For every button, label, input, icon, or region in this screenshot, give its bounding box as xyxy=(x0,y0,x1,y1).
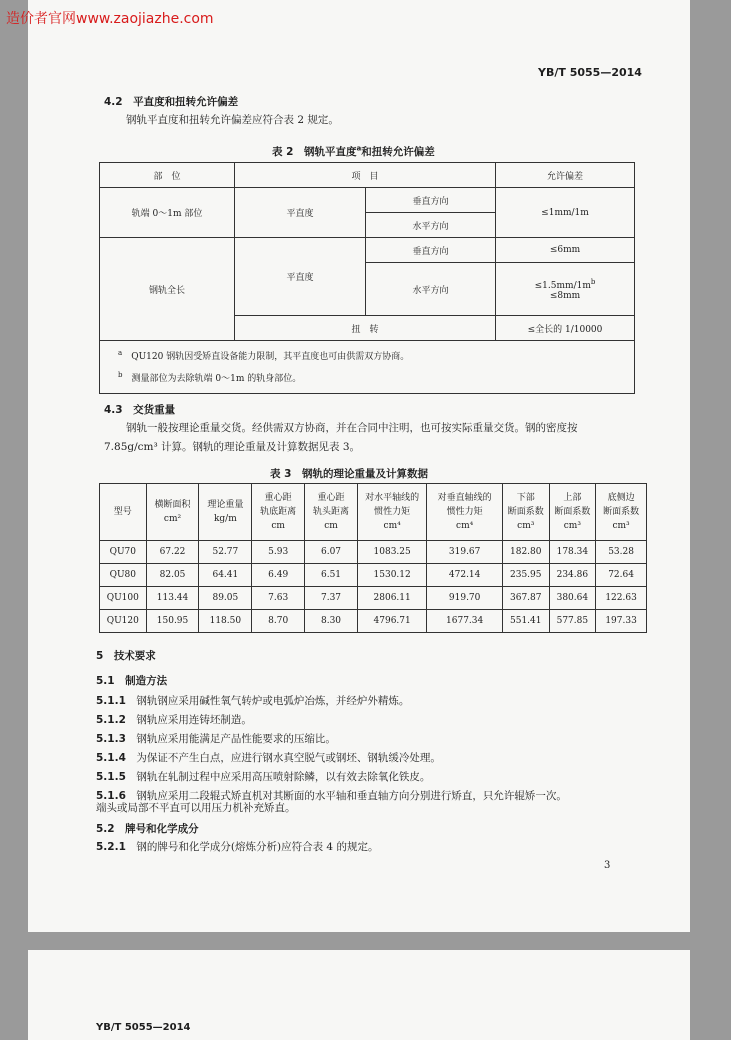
table-2-caption xyxy=(272,144,435,159)
header-line: 断面系数 xyxy=(603,507,640,517)
header-line: 下部 xyxy=(516,493,535,503)
header-line: 型号 xyxy=(113,507,132,517)
table-cell: 122.63 xyxy=(596,587,647,610)
table-cell: 113.44 xyxy=(146,587,199,610)
tolerance-line1: ≤1.5mm/1m xyxy=(534,280,591,291)
table-3-header-cell xyxy=(199,484,252,541)
table-cell: 4796.71 xyxy=(357,610,426,633)
section-5-1-6-continuation: 端头或局部不平直可以用压力机补充矫直。 xyxy=(96,802,296,814)
table-cell: 5.93 xyxy=(252,541,305,564)
header-line: 理论重量 xyxy=(207,500,244,510)
table-cell: 6.49 xyxy=(252,564,305,587)
caption-text-rest: 和扭转允许偏差 xyxy=(361,146,435,158)
header-line: cm³ xyxy=(517,521,535,531)
section-4-3-line2: 7.85g/cm³ 计算。钢轨的理论重量及计算数据见表 3。 xyxy=(104,441,361,453)
table-cell: 1083.25 xyxy=(357,541,426,564)
section-number: 5 xyxy=(96,650,104,662)
item-text: 钢轨应采用连铸坯制造。 xyxy=(136,714,252,726)
note-a-text: QU120 钢轨因受矫直设备能力限制，其平直度也可由供需双方协商。 xyxy=(131,352,410,362)
table-cell: 1530.12 xyxy=(357,564,426,587)
header-line: cm³ xyxy=(612,521,630,531)
table-3-header-cell xyxy=(100,484,147,541)
item-number: 5.1.3 xyxy=(96,733,126,745)
header-line: cm³ xyxy=(563,521,581,531)
table-cell: 472.14 xyxy=(427,564,503,587)
header-line: 底侧边 xyxy=(607,493,635,503)
watermark: 造价者官网www.zaojiazhe.com xyxy=(6,11,214,27)
table-3-caption: 表 3 钢轨的理论重量及计算数据 xyxy=(270,468,428,480)
item-number: 5.1.5 xyxy=(96,771,126,783)
table-3-header-cell xyxy=(146,484,199,541)
table-2 xyxy=(99,162,635,341)
table-cell: QU70 xyxy=(100,541,147,564)
list-item xyxy=(96,751,441,765)
header-part: 部 位 xyxy=(100,163,235,188)
header-line: 对水平轴线的 xyxy=(365,493,420,503)
table-cell: 118.50 xyxy=(199,610,252,633)
item-text: 为保证不产生白点，应进行钢水真空脱气或钢坯、钢轨缓冷处理。 xyxy=(136,752,441,764)
caption-text: 表 2 钢轨平直度 xyxy=(272,146,357,158)
table-cell: 52.77 xyxy=(199,541,252,564)
item-number: 5.1.4 xyxy=(96,752,126,764)
row2-item: 平直度 xyxy=(235,238,366,316)
table-3-header-cell xyxy=(252,484,305,541)
table-cell: 6.51 xyxy=(305,564,358,587)
header-line: 断面系数 xyxy=(554,507,591,517)
caption-footnote-mark: a xyxy=(356,144,362,153)
section-number: 4.2 xyxy=(104,96,123,108)
header-tolerance: 允许偏差 xyxy=(496,163,635,188)
table-cell: 182.80 xyxy=(502,541,549,564)
section-5-2-heading xyxy=(96,821,199,836)
item-text: 钢轨钢应采用碱性氧气转炉或电弧炉冶炼，并经炉外精炼。 xyxy=(136,695,410,707)
header-line: 上部 xyxy=(563,493,582,503)
row3-tolerance: ≤全长的 1/10000 xyxy=(496,316,635,341)
row2-horizontal: 水平方向 xyxy=(366,263,496,316)
table-row xyxy=(100,610,647,633)
section-4-2-text: 钢轨平直度和扭转允许偏差应符合表 2 规定。 xyxy=(126,114,339,126)
header-line: 轨头距离 xyxy=(313,507,350,517)
note-b-text: 测量部位为去除轨端 0～1m 的轨身部位。 xyxy=(131,374,302,384)
section-title: 平直度和扭转允许偏差 xyxy=(133,96,239,108)
note-b-mark: b xyxy=(118,371,123,379)
row2-part: 钢轨全长 xyxy=(100,238,235,341)
table-cell: QU120 xyxy=(100,610,147,633)
row2-vertical-tolerance: ≤6mm xyxy=(496,238,635,263)
section-title: 制造方法 xyxy=(125,675,168,687)
table-3 xyxy=(99,483,647,633)
table-cell: 178.34 xyxy=(549,541,596,564)
header-line: 对垂直轴线的 xyxy=(437,493,492,503)
item-text: 钢轨应采用能满足产品性能要求的压缩比。 xyxy=(136,733,336,745)
section-title: 技术要求 xyxy=(113,650,156,662)
row1-tolerance: ≤1mm/1m xyxy=(496,188,635,238)
header-line: 重心距 xyxy=(264,493,292,503)
item-text: 钢的牌号和化学成分(熔炼分析)应符合表 4 的规定。 xyxy=(136,841,379,853)
table-row xyxy=(100,587,647,610)
tolerance-footnote-mark: b xyxy=(590,277,596,286)
table-cell: 235.95 xyxy=(502,564,549,587)
table-cell: 197.33 xyxy=(596,610,647,633)
table-3-header-cell xyxy=(357,484,426,541)
table-cell: 319.67 xyxy=(427,541,503,564)
table-3-header-cell xyxy=(596,484,647,541)
table-cell: 150.95 xyxy=(146,610,199,633)
row1-horizontal: 水平方向 xyxy=(366,213,496,238)
table-3-header-cell xyxy=(549,484,596,541)
note-b xyxy=(118,371,301,384)
list-item xyxy=(96,770,430,784)
page-number: 3 xyxy=(604,860,611,871)
section-4-3-heading xyxy=(104,402,175,417)
table-3-header-cell xyxy=(427,484,503,541)
header-item: 项 目 xyxy=(235,163,496,188)
section-5-2-1 xyxy=(96,840,378,854)
section-number: 5.1 xyxy=(96,675,115,687)
list-item xyxy=(96,732,336,746)
table-cell: 82.05 xyxy=(146,564,199,587)
table-3-header-cell xyxy=(305,484,358,541)
header-line: kg/m xyxy=(213,514,237,524)
list-item xyxy=(96,694,409,708)
table-cell: 367.87 xyxy=(502,587,549,610)
section-4-2-heading xyxy=(104,94,238,109)
item-text: 钢轨在轧制过程中应采用高压喷射除鳞，以有效去除氧化铁皮。 xyxy=(136,771,431,783)
header-line: 断面系数 xyxy=(507,507,544,517)
table-cell: 577.85 xyxy=(549,610,596,633)
table-cell: 7.63 xyxy=(252,587,305,610)
section-number: 4.3 xyxy=(104,404,123,416)
table-cell: 2806.11 xyxy=(357,587,426,610)
row3-item: 扭 转 xyxy=(235,316,496,341)
header-line: cm xyxy=(324,521,338,531)
row2-horizontal-tolerance xyxy=(496,263,635,316)
item-number: 5.2.1 xyxy=(96,841,126,853)
tolerance-line2: ≤8mm xyxy=(549,290,581,301)
table-3-header-row xyxy=(100,484,647,541)
table-cell: 7.37 xyxy=(305,587,358,610)
table-cell: 72.64 xyxy=(596,564,647,587)
section-title: 交货重量 xyxy=(133,404,176,416)
table-cell: 234.86 xyxy=(549,564,596,587)
header-line: cm⁴ xyxy=(456,521,474,531)
row1-item: 平直度 xyxy=(235,188,366,238)
table-cell: 8.30 xyxy=(305,610,358,633)
header-line: 惯性力矩 xyxy=(446,507,483,517)
table-cell: 919.70 xyxy=(427,587,503,610)
header-line: 惯性力矩 xyxy=(374,507,411,517)
table-3-header-cell xyxy=(502,484,549,541)
table-cell: 8.70 xyxy=(252,610,305,633)
document-page xyxy=(28,0,690,932)
note-a-mark: a xyxy=(118,349,123,357)
table-cell: 53.28 xyxy=(596,541,647,564)
table-cell: 6.07 xyxy=(305,541,358,564)
item-number: 5.1.2 xyxy=(96,714,126,726)
table-cell: 64.41 xyxy=(199,564,252,587)
table-cell: 89.05 xyxy=(199,587,252,610)
table-cell: QU80 xyxy=(100,564,147,587)
row1-vertical: 垂直方向 xyxy=(366,188,496,213)
item-text: 钢轨应采用二段辊式矫直机对其断面的水平轴和垂直轴方向分别进行矫直，只允许辊矫一次。 xyxy=(136,790,567,802)
item-number: 5.1.6 xyxy=(96,790,126,802)
header-line: 横断面积 xyxy=(154,500,191,510)
next-page xyxy=(28,950,690,1040)
header-line: cm xyxy=(271,521,285,531)
section-title: 牌号和化学成分 xyxy=(125,823,199,835)
header-line: cm² xyxy=(163,514,182,524)
note-a xyxy=(118,349,409,362)
table-cell: 380.64 xyxy=(549,587,596,610)
table-2-notes xyxy=(99,339,635,394)
table-row xyxy=(100,541,647,564)
list-item xyxy=(96,713,252,727)
header-line: cm⁴ xyxy=(383,521,401,531)
table-cell: 551.41 xyxy=(502,610,549,633)
table-row xyxy=(100,564,647,587)
header-line: 轨底距离 xyxy=(260,507,297,517)
section-number: 5.2 xyxy=(96,823,115,835)
item-number: 5.1.1 xyxy=(96,695,126,707)
section-5-heading xyxy=(96,648,156,663)
standard-number: YB/T 5055—2014 xyxy=(538,66,642,79)
next-page-header: YB/T 5055—2014 xyxy=(96,1022,191,1033)
row2-vertical: 垂直方向 xyxy=(366,238,496,263)
section-5-1-heading xyxy=(96,673,167,688)
row1-part: 轨端 0～1m 部位 xyxy=(100,188,235,238)
table-cell: QU100 xyxy=(100,587,147,610)
table-cell: 1677.34 xyxy=(427,610,503,633)
table-cell: 67.22 xyxy=(146,541,199,564)
header-line: 重心距 xyxy=(317,493,345,503)
section-4-3-line1: 钢轨一般按理论重量交货。经供需双方协商，并在合同中注明，也可按实际重量交货。钢的密度按 xyxy=(126,422,578,434)
